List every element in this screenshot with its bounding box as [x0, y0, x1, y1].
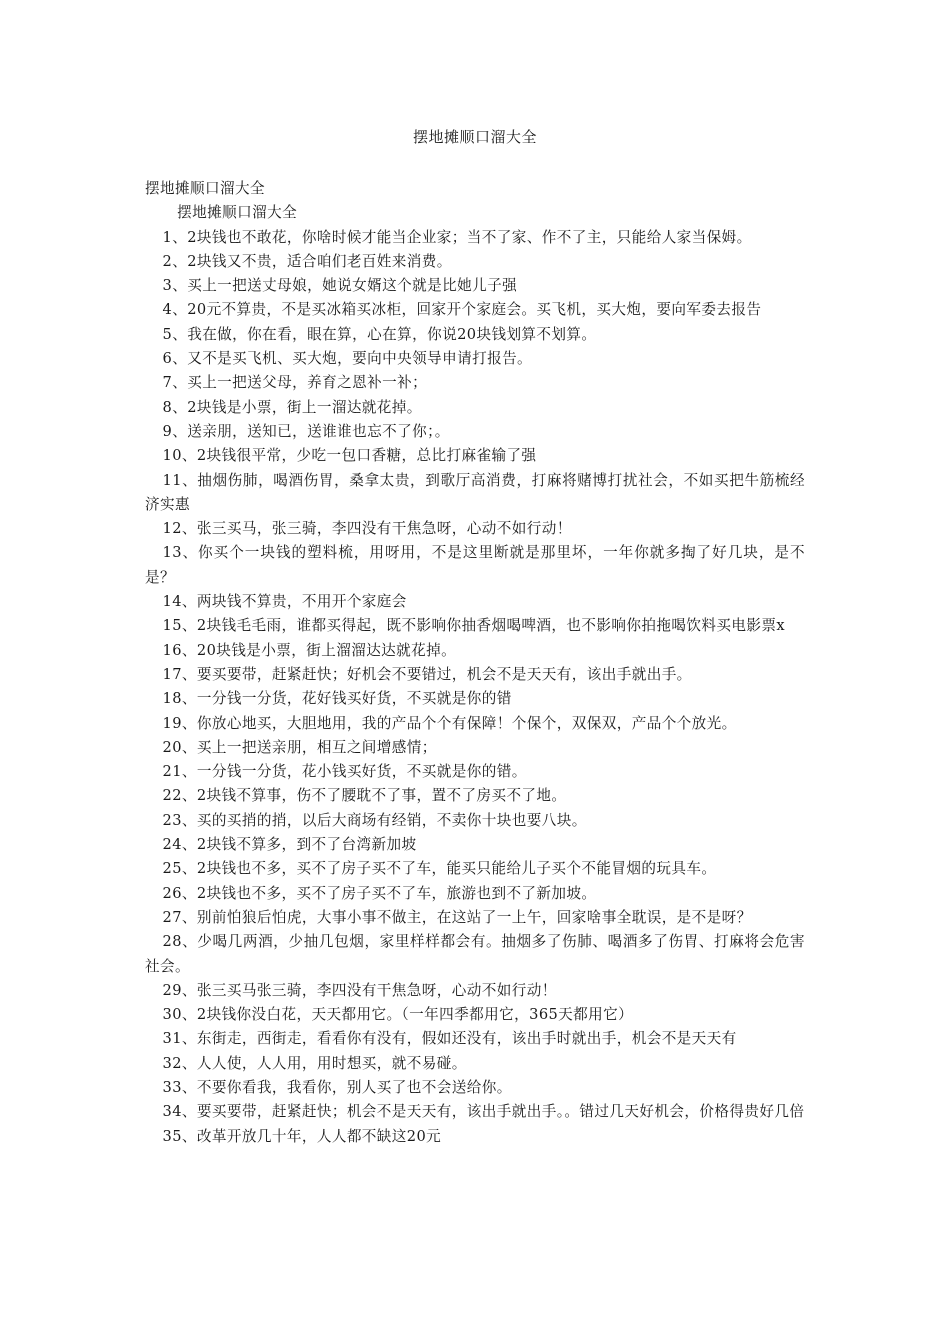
list-item: 28、少喝几两酒，少抽几包烟，家里样样都会有。抽烟多了伤肺、喝酒多了伤胃、打麻将会危害社会。 — [145, 933, 805, 975]
list-item: 18、一分钱一分货，花好钱买好货，不买就是你的错 — [162, 690, 512, 708]
list-item: 29、张三买马张三骑，李四没有干焦急呀，心动不如行动！ — [162, 981, 557, 999]
list-item: 6、又不是买飞机、买大炮，要向中央领导申请打报告。 — [162, 350, 533, 368]
list-item: 33、不要你看我，我看你，别人买了也不会送给你。 — [162, 1078, 512, 1096]
list-item: 4、20元不算贵，不是买冰箱买冰柜，回家开个家庭会。买飞机，买大炮，要向军委去报告 — [162, 301, 762, 319]
list-item: 23、买的买捎的捎，以后大商场有经销，不卖你十块也要八块。 — [162, 811, 587, 829]
list-item: 22、2块钱不算事，伤不了腰耽不了事，置不了房买不了地。 — [162, 787, 567, 805]
list-item: 5、我在做，你在看，眼在算，心在算，你说20块钱划算不划算。 — [162, 325, 597, 343]
list-item: 12、张三买马，张三骑，李四没有干焦急呀，心动不如行动！ — [162, 520, 572, 538]
list-item: 11、抽烟伤肺，喝酒伤胃，桑拿太贵，到歌厅高消费，打麻将赌博打扰社会，不如买把牛筋梳经济实惠 — [145, 471, 805, 513]
document-title: 摆地摊顺口溜大全 — [412, 128, 537, 146]
document-body — [145, 177, 805, 1149]
list-item: 35、改革开放几十年，人人都不缺这20元 — [162, 1127, 442, 1145]
list-item: 7、买上一把送父母，养育之恩补一补； — [162, 374, 428, 392]
section-heading: 摆地摊顺口溜大全 — [145, 180, 265, 197]
rhyme-list — [145, 226, 805, 1149]
list-item: 14、两块钱不算贵，不用开个家庭会 — [162, 593, 407, 611]
list-item: 2、2块钱又不贵，适合咱们老百姓来消费。 — [162, 252, 452, 270]
list-item: 8、2块钱是小票，街上一溜达就花掉。 — [162, 398, 422, 416]
list-item: 24、2块钱不算多，到不了台湾新加坡 — [162, 836, 417, 854]
list-item: 25、2块钱也不多，买不了房子买不了车，能买只能给儿子买个不能冒烟的玩具车。 — [162, 860, 717, 878]
list-item: 15、2块钱毛毛雨，谁都买得起，既不影响你抽香烟喝啤酒，也不影响你拍拖喝饮料买电影票x — [162, 617, 785, 635]
list-item: 10、2块钱很平常，少吃一包口香糖，总比打麻雀输了强 — [162, 447, 537, 465]
list-item: 32、人人使，人人用，用时想买，就不易碰。 — [162, 1054, 467, 1072]
list-item: 16、20块钱是小票，街上溜溜达达就花掉。 — [162, 641, 457, 659]
list-item: 30、2块钱你没白花，天天都用它。（一年四季都用它，365天都用它） — [162, 1006, 634, 1024]
list-item: 26、2块钱也不多，买不了房子买不了车，旅游也到不了新加坡。 — [162, 884, 597, 902]
list-item: 3、买上一把送丈母娘，她说女婿这个就是比她儿子强 — [162, 277, 518, 295]
list-item: 34、要买要带，赶紧赶快；机会不是天天有，该出手就出手。。错过几天好机会，价格得贵好几倍 — [162, 1103, 805, 1121]
list-item: 9、送亲朋，送知已，送谁谁也忘不了你；。 — [162, 422, 450, 440]
list-item: 20、买上一把送亲朋，相互之间增感情； — [162, 738, 437, 756]
list-item: 31、东街走，西街走，看看你有没有，假如还没有，该出手时就出手，机会不是天天有 — [162, 1030, 737, 1048]
list-item: 19、你放心地买，大胆地用，我的产品个个有保障！个保个，双保双，产品个个放光。 — [162, 714, 737, 732]
list-item: 13、你买个一块钱的塑料梳，用呀用，不是这里断就是那里坏，一年你就多掏了好几块，是不是？ — [145, 544, 805, 586]
list-item: 27、别前怕狼后怕虎，大事小事不做主，在这站了一上午，回家啥事全耽误，是不是呀？ — [162, 908, 752, 926]
list-item: 17、要买要带，赶紧赶快；好机会不要错过，机会不是天天有，该出手就出手。 — [162, 665, 692, 683]
list-item: 1、2块钱也不敢花，你啥时候才能当企业家；当不了家、作不了主，只能给人家当保姆。 — [162, 228, 752, 246]
list-item: 21、一分钱一分货，花小钱买好货，不买就是你的错。 — [162, 763, 527, 781]
section-subheading: 摆地摊顺口溜大全 — [177, 204, 298, 222]
